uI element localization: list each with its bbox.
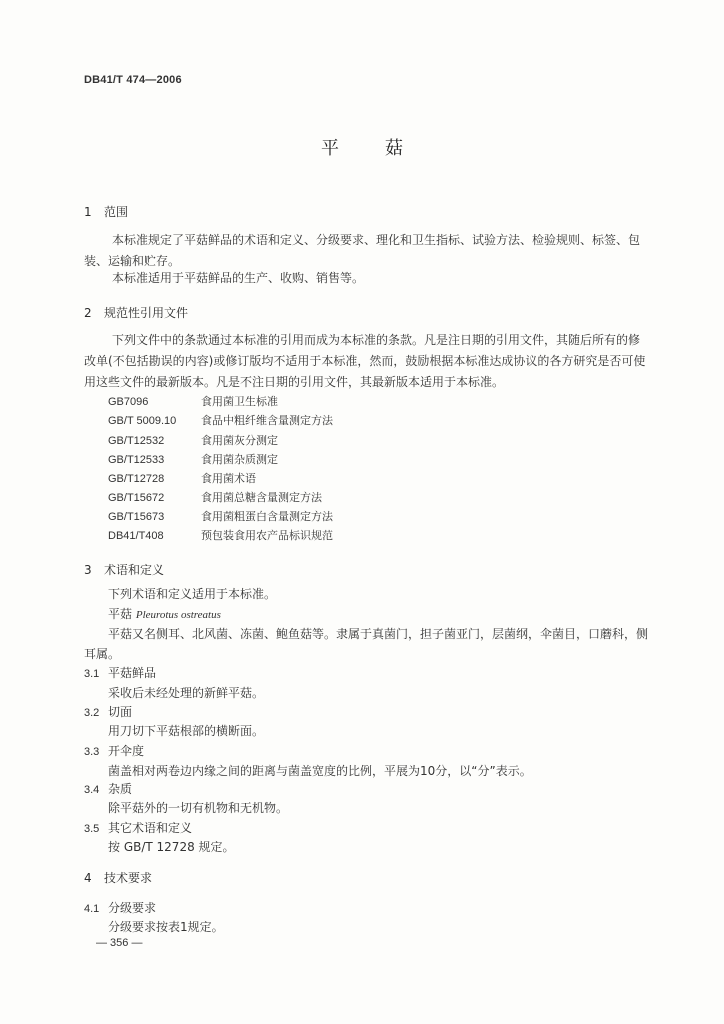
section-title: 规范性引用文件 — [104, 306, 189, 320]
reference-name: 食用菌粗蛋白含量测定方法 — [201, 510, 333, 523]
term-definition: 采收后未经处理的新鲜平菇。 — [108, 686, 265, 700]
page-number: — 356 — — [96, 937, 143, 949]
reference-row — [108, 489, 322, 505]
reference-row — [108, 451, 278, 467]
subsection-text: 分级要求按表1规定。 — [108, 920, 224, 934]
term-heading — [84, 780, 132, 797]
term-definition: 除平菇外的一切有机物和无机物。 — [108, 801, 289, 815]
reference-code: GB/T12728 — [108, 473, 165, 485]
reference-name: 食品中粗纤维含量测定方法 — [201, 414, 333, 427]
page-title: 平菇 — [321, 138, 449, 159]
reference-name: 食用菌卫生标准 — [201, 395, 278, 408]
term-number: 3.2 — [84, 707, 100, 719]
scope-paragraph-1: 本标准规定了平菇鲜品的术语和定义、分级要求、理化和卫生指标、试验方法、检验规则、标签、包装、运输和贮存。 — [84, 233, 641, 268]
reference-row — [108, 432, 278, 448]
reference-row — [108, 470, 256, 486]
term-title: 开伞度 — [108, 744, 145, 758]
term-number: 3.4 — [84, 784, 100, 796]
subsection-number: 4.1 — [84, 903, 100, 915]
reference-row — [108, 393, 278, 409]
section-title: 范围 — [104, 205, 129, 219]
term-heading — [84, 742, 144, 759]
standard-code: DB41/T 474—2006 — [84, 74, 182, 86]
term-number: 3.5 — [84, 823, 100, 835]
section-number: 3 — [84, 563, 92, 577]
term-label: 平菇 — [108, 607, 133, 621]
term-definition: 用刀切下平菇根部的横断面。 — [108, 724, 265, 738]
references-intro: 下列文件中的条款通过本标准的引用而成为本标准的条款。凡是注日期的引用文件，其随后所有的修改单(不包括勘误的内容)或修订版均不适用于本标准，然而，鼓励根据本标准达成协议的各方研究是否可使用这些文件的最新版本。凡是不注日期的引用文件，其最新版本适用于本标准。 — [84, 333, 646, 389]
term-title: 切面 — [108, 705, 133, 719]
section-number: 2 — [84, 306, 92, 320]
term-title: 其它术语和定义 — [108, 821, 193, 835]
term-number: 3.3 — [84, 746, 100, 758]
subsection-title: 分级要求 — [108, 901, 157, 915]
term-definition: 按 GB/T 12728 规定。 — [108, 840, 235, 854]
section-number: 4 — [84, 871, 92, 885]
reference-code: GB/T12532 — [108, 435, 165, 447]
section-number: 1 — [84, 205, 92, 219]
reference-row — [108, 412, 333, 428]
term-pingu-description: 平菇又名侧耳、北风菌、冻菌、鲍鱼菇等。隶属于真菌门，担子菌亚门，层菌纲，伞菌目，口蘑科，侧耳属。 — [84, 627, 649, 661]
term-title: 杂质 — [108, 782, 133, 796]
reference-name: 食用菌术语 — [201, 472, 256, 485]
term-heading — [84, 703, 132, 720]
term-heading — [84, 819, 192, 836]
section-heading-3 — [84, 561, 164, 578]
reference-code: GB/T12533 — [108, 454, 165, 466]
reference-code: GB7096 — [108, 396, 149, 408]
term-number: 3.1 — [84, 668, 100, 680]
section-title: 技术要求 — [104, 871, 153, 885]
reference-row — [108, 527, 333, 543]
subsection-heading — [84, 899, 156, 916]
latin-name: Pleurotus ostreatus — [135, 609, 221, 621]
reference-code: GB/T 5009.10 — [108, 415, 177, 427]
reference-code: GB/T15673 — [108, 511, 165, 523]
reference-name: 食用菌杂质测定 — [201, 453, 278, 466]
section-title: 术语和定义 — [104, 563, 165, 577]
reference-name: 预包装食用农产品标识规范 — [201, 529, 333, 542]
term-pingu — [108, 605, 221, 622]
section-heading-4 — [84, 869, 152, 886]
reference-name: 食用菌总糖含量测定方法 — [201, 491, 322, 504]
section-heading-2 — [84, 304, 188, 321]
reference-row — [108, 508, 333, 524]
section-heading-1 — [84, 203, 128, 220]
scope-paragraph-2: 本标准适用于平菇鲜品的生产、收购、销售等。 — [112, 271, 365, 285]
terms-intro: 下列术语和定义适用于本标准。 — [108, 587, 277, 601]
reference-code: DB41/T408 — [108, 530, 164, 542]
term-title: 平菇鲜品 — [108, 666, 157, 680]
term-definition: 菌盖相对两卷边内缘之间的距离与菌盖宽度的比例，平展为10分，以“分”表示。 — [108, 764, 532, 778]
reference-name: 食用菌灰分测定 — [201, 434, 278, 447]
reference-code: GB/T15672 — [108, 492, 165, 504]
term-heading — [84, 664, 156, 681]
